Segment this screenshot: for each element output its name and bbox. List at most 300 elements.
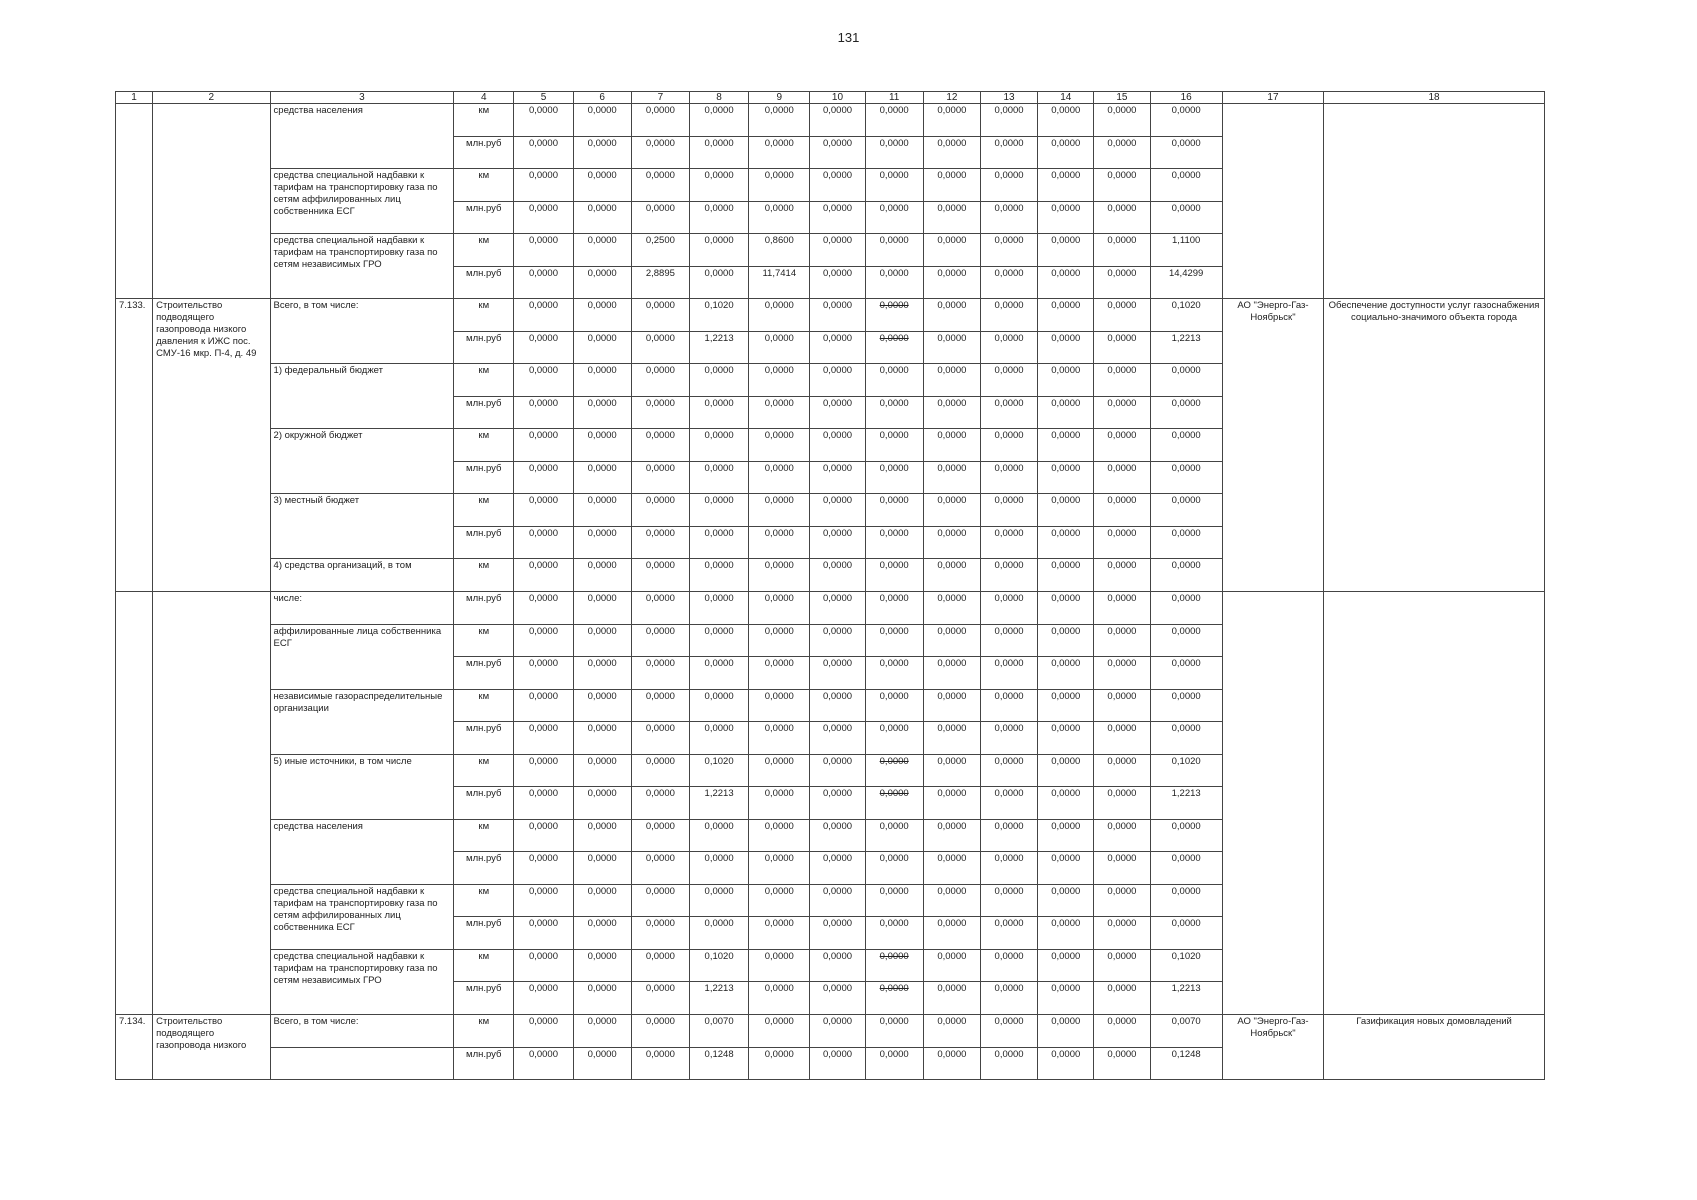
value-cell: 0,0000 xyxy=(1094,592,1150,625)
value-cell: 0,0000 xyxy=(689,625,748,657)
value-cell: 0,0000 xyxy=(514,1048,573,1080)
value-cell: 0,0000 xyxy=(980,787,1037,820)
value-cell: 0,0000 xyxy=(810,234,865,267)
value-cell: 0,0000 xyxy=(573,397,631,429)
value-cell: 0,0000 xyxy=(631,657,689,690)
value-cell: 0,0000 xyxy=(810,625,865,657)
value-cell: 0,0000 xyxy=(810,787,865,820)
value-cell: 0,0000 xyxy=(689,690,748,722)
value-cell xyxy=(865,982,923,1015)
unit-of-measure: км xyxy=(454,1015,514,1048)
value-cell: 0,0000 xyxy=(1038,559,1094,592)
value-cell: 0,1020 xyxy=(689,299,748,332)
unit-of-measure: км xyxy=(454,169,514,202)
value-cell: 0,0000 xyxy=(980,137,1037,169)
unit-of-measure: км xyxy=(454,950,514,982)
column-number: 18 xyxy=(1324,92,1545,104)
value-cell: 0,0000 xyxy=(865,1048,923,1080)
value-cell: 0,0000 xyxy=(1038,1048,1094,1080)
value-cell: 0,0000 xyxy=(689,885,748,917)
column-number: 16 xyxy=(1150,92,1222,104)
value-cell: 0,0000 xyxy=(749,202,810,234)
value-cell: 0,0000 xyxy=(689,527,748,559)
value-cell: 0,0000 xyxy=(810,299,865,332)
value-cell: 0,0000 xyxy=(749,625,810,657)
table-row xyxy=(116,299,1545,332)
value-cell: 0,0000 xyxy=(749,690,810,722)
value-cell: 0,0000 xyxy=(1094,202,1150,234)
value-cell: 0,0000 xyxy=(1150,722,1222,755)
value-cell: 0,0000 xyxy=(573,494,631,527)
value-cell: 0,0000 xyxy=(689,364,748,397)
value-cell: 0,0000 xyxy=(631,527,689,559)
funding-source: средства населения xyxy=(270,820,454,885)
value-cell: 0,0000 xyxy=(689,234,748,267)
value-cell: 0,0000 xyxy=(514,169,573,202)
table-row xyxy=(116,1015,1545,1048)
value-cell: 0,0000 xyxy=(923,592,980,625)
unit-of-measure: млн.руб xyxy=(454,527,514,559)
value-cell: 0,0000 xyxy=(631,1015,689,1048)
value-cell: 0,0000 xyxy=(865,917,923,950)
value-cell: 0,0000 xyxy=(514,722,573,755)
value-cell xyxy=(865,950,923,982)
value-cell: 0,0000 xyxy=(1038,364,1094,397)
value-cell: 0,0000 xyxy=(749,1048,810,1080)
value-cell: 1,2213 xyxy=(1150,787,1222,820)
value-cell: 0,0000 xyxy=(1038,982,1094,1015)
value-cell: 0,0000 xyxy=(631,982,689,1015)
value-cell: 0,0000 xyxy=(923,625,980,657)
item-name: Строительство подводящего газопровода низкого xyxy=(153,1015,270,1080)
unit-of-measure: млн.руб xyxy=(454,1048,514,1080)
value-cell: 0,0000 xyxy=(923,982,980,1015)
value-cell: 0,0070 xyxy=(1150,1015,1222,1048)
value-cell: 0,0000 xyxy=(923,137,980,169)
value-cell: 0,0000 xyxy=(865,429,923,462)
value-cell: 0,0000 xyxy=(865,559,923,592)
value-cell: 0,0000 xyxy=(514,137,573,169)
value-cell: 0,0000 xyxy=(865,137,923,169)
value-cell: 0,0000 xyxy=(631,429,689,462)
value-cell: 0,0000 xyxy=(810,722,865,755)
value-cell: 0,0000 xyxy=(980,592,1037,625)
value-cell: 0,0000 xyxy=(514,950,573,982)
item-name xyxy=(153,592,270,1015)
unit-of-measure: млн.руб xyxy=(454,982,514,1015)
value-cell: 0,0000 xyxy=(689,494,748,527)
value-cell: 0,0000 xyxy=(810,137,865,169)
value-cell: 0,0000 xyxy=(1094,852,1150,885)
funding-source: 5) иные источники, в том числе xyxy=(270,755,454,820)
value-cell: 0,0000 xyxy=(689,429,748,462)
value-cell: 0,0000 xyxy=(573,137,631,169)
value-cell: 0,0000 xyxy=(1038,397,1094,429)
unit-of-measure: км xyxy=(454,690,514,722)
value-cell: 0,0000 xyxy=(749,397,810,429)
unit-of-measure: млн.руб xyxy=(454,462,514,494)
value-cell: 0,0000 xyxy=(514,104,573,137)
value-cell: 0,0000 xyxy=(1094,885,1150,917)
value-cell: 0,0000 xyxy=(1150,625,1222,657)
value-cell: 0,0000 xyxy=(573,657,631,690)
value-cell: 0,0000 xyxy=(980,397,1037,429)
value-cell: 1,2213 xyxy=(689,332,748,364)
value-cell: 0,0000 xyxy=(749,494,810,527)
column-number: 3 xyxy=(270,92,454,104)
value-cell: 0,0000 xyxy=(1038,299,1094,332)
value-cell: 0,0000 xyxy=(749,104,810,137)
value-cell: 0,0000 xyxy=(923,787,980,820)
value-cell: 0,0000 xyxy=(810,267,865,299)
value-struck: 0,0000 xyxy=(879,983,909,994)
value-cell: 0,0000 xyxy=(1150,885,1222,917)
item-number xyxy=(116,104,153,299)
value-cell: 0,0000 xyxy=(749,462,810,494)
value-cell: 0,0000 xyxy=(573,982,631,1015)
value-cell: 0,0000 xyxy=(514,527,573,559)
value-cell: 0,0000 xyxy=(1094,332,1150,364)
unit-of-measure: млн.руб xyxy=(454,917,514,950)
value-cell: 0,0000 xyxy=(1150,494,1222,527)
value-cell: 0,0000 xyxy=(980,657,1037,690)
funding-source: средства специальной надбавки к тарифам на транспортировку газа по сетям независимых ГРО xyxy=(270,950,454,1015)
value-cell: 0,0000 xyxy=(810,397,865,429)
value-cell: 0,0000 xyxy=(923,299,980,332)
value-cell: 0,0000 xyxy=(865,527,923,559)
item-number: 7.134. xyxy=(116,1015,153,1080)
value-cell: 0,0000 xyxy=(980,364,1037,397)
executor: АО "Энерго-Газ-Ноябрьск" xyxy=(1222,299,1323,592)
value-cell: 0,0000 xyxy=(689,462,748,494)
value-cell: 0,0000 xyxy=(810,559,865,592)
value-cell: 0,0000 xyxy=(514,1015,573,1048)
funding-source: числе: xyxy=(270,592,454,625)
value-struck: 0,0000 xyxy=(879,333,909,344)
value-cell: 0,0000 xyxy=(514,917,573,950)
value-cell: 0,1248 xyxy=(1150,1048,1222,1080)
value-cell: 0,0000 xyxy=(923,559,980,592)
value-cell: 0,0000 xyxy=(1038,202,1094,234)
value-cell: 0,0000 xyxy=(573,332,631,364)
value-cell: 0,0000 xyxy=(1150,657,1222,690)
value-cell: 0,0000 xyxy=(573,169,631,202)
value-cell: 0,0000 xyxy=(923,755,980,787)
value-cell: 0,0000 xyxy=(1094,787,1150,820)
value-cell: 0,0000 xyxy=(573,950,631,982)
table-row xyxy=(116,592,1545,625)
value-cell: 0,0000 xyxy=(1150,429,1222,462)
value-cell: 0,0000 xyxy=(980,722,1037,755)
value-cell: 0,0000 xyxy=(573,787,631,820)
value-cell: 0,0000 xyxy=(631,169,689,202)
value-cell: 0,0000 xyxy=(810,104,865,137)
value-cell: 0,0000 xyxy=(980,429,1037,462)
unit-of-measure: млн.руб xyxy=(454,267,514,299)
value-cell: 0,0000 xyxy=(689,169,748,202)
value-cell: 0,0000 xyxy=(1150,397,1222,429)
value-cell: 0,0000 xyxy=(1150,169,1222,202)
value-cell: 0,0000 xyxy=(810,429,865,462)
value-cell: 0,0000 xyxy=(1038,755,1094,787)
value-cell: 0,0000 xyxy=(810,462,865,494)
value-cell: 0,0000 xyxy=(980,267,1037,299)
unit-of-measure: км xyxy=(454,364,514,397)
value-cell: 0,0000 xyxy=(1150,690,1222,722)
value-cell: 0,0000 xyxy=(865,690,923,722)
value-cell: 0,0000 xyxy=(1094,722,1150,755)
value-cell: 0,0000 xyxy=(573,364,631,397)
value-cell: 0,0000 xyxy=(631,462,689,494)
unit-of-measure: млн.руб xyxy=(454,787,514,820)
value-cell: 0,0000 xyxy=(1094,1015,1150,1048)
value-cell: 0,0000 xyxy=(1094,950,1150,982)
value-cell: 0,0000 xyxy=(810,169,865,202)
funding-source: Всего, в том числе: xyxy=(270,1015,454,1048)
value-cell: 0,0000 xyxy=(1038,917,1094,950)
value-cell: 14,4299 xyxy=(1150,267,1222,299)
value-cell: 0,0000 xyxy=(1094,559,1150,592)
value-cell: 0,0000 xyxy=(980,1015,1037,1048)
column-number: 6 xyxy=(573,92,631,104)
unit-of-measure: км xyxy=(454,755,514,787)
value-cell: 0,0000 xyxy=(573,234,631,267)
value-cell: 0,0000 xyxy=(514,429,573,462)
value-cell: 0,0000 xyxy=(1038,657,1094,690)
value-cell: 0,0000 xyxy=(923,1015,980,1048)
value-cell: 0,0000 xyxy=(1038,625,1094,657)
unit-of-measure: км xyxy=(454,625,514,657)
value-cell: 0,0000 xyxy=(1094,527,1150,559)
value-cell: 0,0000 xyxy=(923,397,980,429)
value-cell: 0,0000 xyxy=(865,169,923,202)
value-cell: 0,0000 xyxy=(1094,820,1150,852)
unit-of-measure: млн.руб xyxy=(454,592,514,625)
value-cell: 0,1020 xyxy=(1150,755,1222,787)
value-cell: 0,0000 xyxy=(865,885,923,917)
value-cell: 0,0000 xyxy=(865,397,923,429)
value-cell: 0,0000 xyxy=(749,559,810,592)
value-cell: 0,0000 xyxy=(810,657,865,690)
value-cell: 0,0000 xyxy=(689,202,748,234)
value-cell: 0,0000 xyxy=(980,527,1037,559)
value-cell: 0,0000 xyxy=(1094,982,1150,1015)
value-cell: 0,0000 xyxy=(1038,820,1094,852)
purpose xyxy=(1324,592,1545,1015)
value-cell: 0,0000 xyxy=(923,820,980,852)
value-cell: 0,0000 xyxy=(573,917,631,950)
value-cell: 0,0000 xyxy=(1150,917,1222,950)
value-cell: 0,0000 xyxy=(1094,169,1150,202)
value-cell: 0,0000 xyxy=(514,592,573,625)
value-cell: 0,0000 xyxy=(865,104,923,137)
value-cell: 0,0000 xyxy=(631,137,689,169)
column-number: 17 xyxy=(1222,92,1323,104)
value-cell: 0,0000 xyxy=(1150,462,1222,494)
value-cell: 0,0000 xyxy=(749,755,810,787)
unit-of-measure: млн.руб xyxy=(454,332,514,364)
value-cell: 0,1248 xyxy=(689,1048,748,1080)
value-cell: 0,1020 xyxy=(689,755,748,787)
value-cell: 0,0000 xyxy=(573,1048,631,1080)
value-cell: 0,0000 xyxy=(810,917,865,950)
value-cell: 0,0000 xyxy=(631,852,689,885)
value-cell: 0,0000 xyxy=(573,299,631,332)
value-cell: 0,0000 xyxy=(865,625,923,657)
purpose: Газификация новых домовладений xyxy=(1324,1015,1545,1080)
value-cell: 0,0000 xyxy=(1038,169,1094,202)
value-cell: 0,0000 xyxy=(1038,462,1094,494)
value-cell: 0,0000 xyxy=(810,885,865,917)
value-cell: 0,0000 xyxy=(573,559,631,592)
value-cell: 0,0000 xyxy=(980,332,1037,364)
value-cell: 0,0000 xyxy=(1094,494,1150,527)
value-cell: 0,0000 xyxy=(514,625,573,657)
value-cell: 0,0000 xyxy=(514,234,573,267)
value-cell: 0,0000 xyxy=(573,755,631,787)
value-cell: 0,0000 xyxy=(923,690,980,722)
value-cell: 1,2213 xyxy=(1150,982,1222,1015)
value-cell: 0,0070 xyxy=(689,1015,748,1048)
value-cell: 0,0000 xyxy=(1094,397,1150,429)
value-cell: 0,0000 xyxy=(1038,429,1094,462)
value-cell: 0,0000 xyxy=(689,722,748,755)
value-cell xyxy=(865,787,923,820)
value-cell: 0,0000 xyxy=(573,592,631,625)
unit-of-measure: км xyxy=(454,559,514,592)
value-cell: 0,0000 xyxy=(1094,1048,1150,1080)
value-cell: 0,0000 xyxy=(514,852,573,885)
value-cell: 11,7414 xyxy=(749,267,810,299)
value-cell: 0,0000 xyxy=(1038,592,1094,625)
value-cell: 0,0000 xyxy=(631,917,689,950)
funding-source: 3) местный бюджет xyxy=(270,494,454,559)
value-cell: 0,0000 xyxy=(689,104,748,137)
value-cell: 0,0000 xyxy=(631,755,689,787)
value-cell: 0,0000 xyxy=(980,820,1037,852)
value-cell: 0,0000 xyxy=(923,950,980,982)
value-cell: 0,0000 xyxy=(923,462,980,494)
value-cell: 1,2213 xyxy=(689,982,748,1015)
value-cell: 0,0000 xyxy=(631,592,689,625)
value-cell: 0,0000 xyxy=(514,267,573,299)
value-cell: 0,1020 xyxy=(689,950,748,982)
value-cell: 0,0000 xyxy=(1038,527,1094,559)
value-cell: 0,0000 xyxy=(923,429,980,462)
value-cell: 0,0000 xyxy=(923,885,980,917)
value-cell: 0,0000 xyxy=(865,592,923,625)
unit-of-measure: млн.руб xyxy=(454,202,514,234)
value-cell: 0,0000 xyxy=(923,332,980,364)
value-cell: 0,0000 xyxy=(514,559,573,592)
value-cell: 0,0000 xyxy=(749,527,810,559)
value-cell: 0,0000 xyxy=(923,527,980,559)
value-cell: 0,0000 xyxy=(923,364,980,397)
item-number: 7.133. xyxy=(116,299,153,592)
value-cell: 0,0000 xyxy=(923,494,980,527)
investment-program-table xyxy=(115,91,1545,1080)
value-cell: 0,0000 xyxy=(1150,202,1222,234)
value-cell: 0,0000 xyxy=(1094,755,1150,787)
value-cell: 0,0000 xyxy=(631,885,689,917)
unit-of-measure: км xyxy=(454,820,514,852)
value-cell: 0,0000 xyxy=(749,592,810,625)
value-cell: 0,0000 xyxy=(631,820,689,852)
value-cell: 0,0000 xyxy=(923,917,980,950)
value-cell: 0,0000 xyxy=(980,234,1037,267)
value-cell: 0,0000 xyxy=(749,722,810,755)
value-cell: 0,0000 xyxy=(689,820,748,852)
value-cell: 1,2213 xyxy=(1150,332,1222,364)
value-cell: 0,0000 xyxy=(514,755,573,787)
value-cell: 1,1100 xyxy=(1150,234,1222,267)
value-cell: 0,0000 xyxy=(631,690,689,722)
value-cell: 0,0000 xyxy=(1094,267,1150,299)
value-cell: 0,1020 xyxy=(1150,950,1222,982)
unit-of-measure: км xyxy=(454,234,514,267)
value-cell: 0,0000 xyxy=(865,462,923,494)
value-cell: 0,0000 xyxy=(631,364,689,397)
value-cell: 0,0000 xyxy=(573,104,631,137)
column-number: 5 xyxy=(514,92,573,104)
value-cell: 0,0000 xyxy=(923,1048,980,1080)
value-cell: 0,0000 xyxy=(980,169,1037,202)
value-cell: 0,0000 xyxy=(980,1048,1037,1080)
value-cell: 0,0000 xyxy=(631,397,689,429)
value-cell: 0,0000 xyxy=(749,299,810,332)
value-cell: 0,0000 xyxy=(1038,722,1094,755)
value-cell: 0,0000 xyxy=(923,267,980,299)
value-cell: 0,0000 xyxy=(980,917,1037,950)
column-number: 9 xyxy=(749,92,810,104)
value-cell: 0,0000 xyxy=(1038,1015,1094,1048)
value-cell: 0,0000 xyxy=(980,690,1037,722)
funding-source: независимые газораспределительные организации xyxy=(270,690,454,755)
value-cell: 0,0000 xyxy=(514,982,573,1015)
value-cell: 0,0000 xyxy=(1038,494,1094,527)
value-cell: 0,0000 xyxy=(980,559,1037,592)
value-cell: 0,0000 xyxy=(573,527,631,559)
value-cell: 0,0000 xyxy=(689,559,748,592)
value-cell: 0,0000 xyxy=(980,885,1037,917)
value-cell: 0,0000 xyxy=(573,267,631,299)
value-cell: 0,0000 xyxy=(923,657,980,690)
value-cell: 0,0000 xyxy=(514,787,573,820)
value-cell: 0,0000 xyxy=(980,462,1037,494)
value-cell: 0,0000 xyxy=(923,234,980,267)
value-cell: 0,0000 xyxy=(810,202,865,234)
funding-source: 1) федеральный бюджет xyxy=(270,364,454,429)
funding-source: 4) средства организаций, в том xyxy=(270,559,454,592)
value-cell: 0,0000 xyxy=(1094,299,1150,332)
value-cell: 0,0000 xyxy=(631,559,689,592)
value-cell: 0,0000 xyxy=(631,299,689,332)
value-cell: 0,0000 xyxy=(923,202,980,234)
value-cell: 0,0000 xyxy=(865,364,923,397)
value-cell: 0,0000 xyxy=(865,657,923,690)
unit-of-measure: млн.руб xyxy=(454,137,514,169)
value-cell: 0,0000 xyxy=(1038,690,1094,722)
unit-of-measure: км xyxy=(454,494,514,527)
value-cell: 0,0000 xyxy=(810,592,865,625)
funding-source: средства специальной надбавки к тарифам на транспортировку газа по сетям аффилированных лиц собственника ЕСГ xyxy=(270,169,454,234)
column-number: 11 xyxy=(865,92,923,104)
value-cell: 0,0000 xyxy=(689,852,748,885)
funding-source: Всего, в том числе: xyxy=(270,299,454,364)
value-cell: 0,0000 xyxy=(514,332,573,364)
value-cell: 0,0000 xyxy=(631,625,689,657)
value-cell: 0,0000 xyxy=(749,332,810,364)
